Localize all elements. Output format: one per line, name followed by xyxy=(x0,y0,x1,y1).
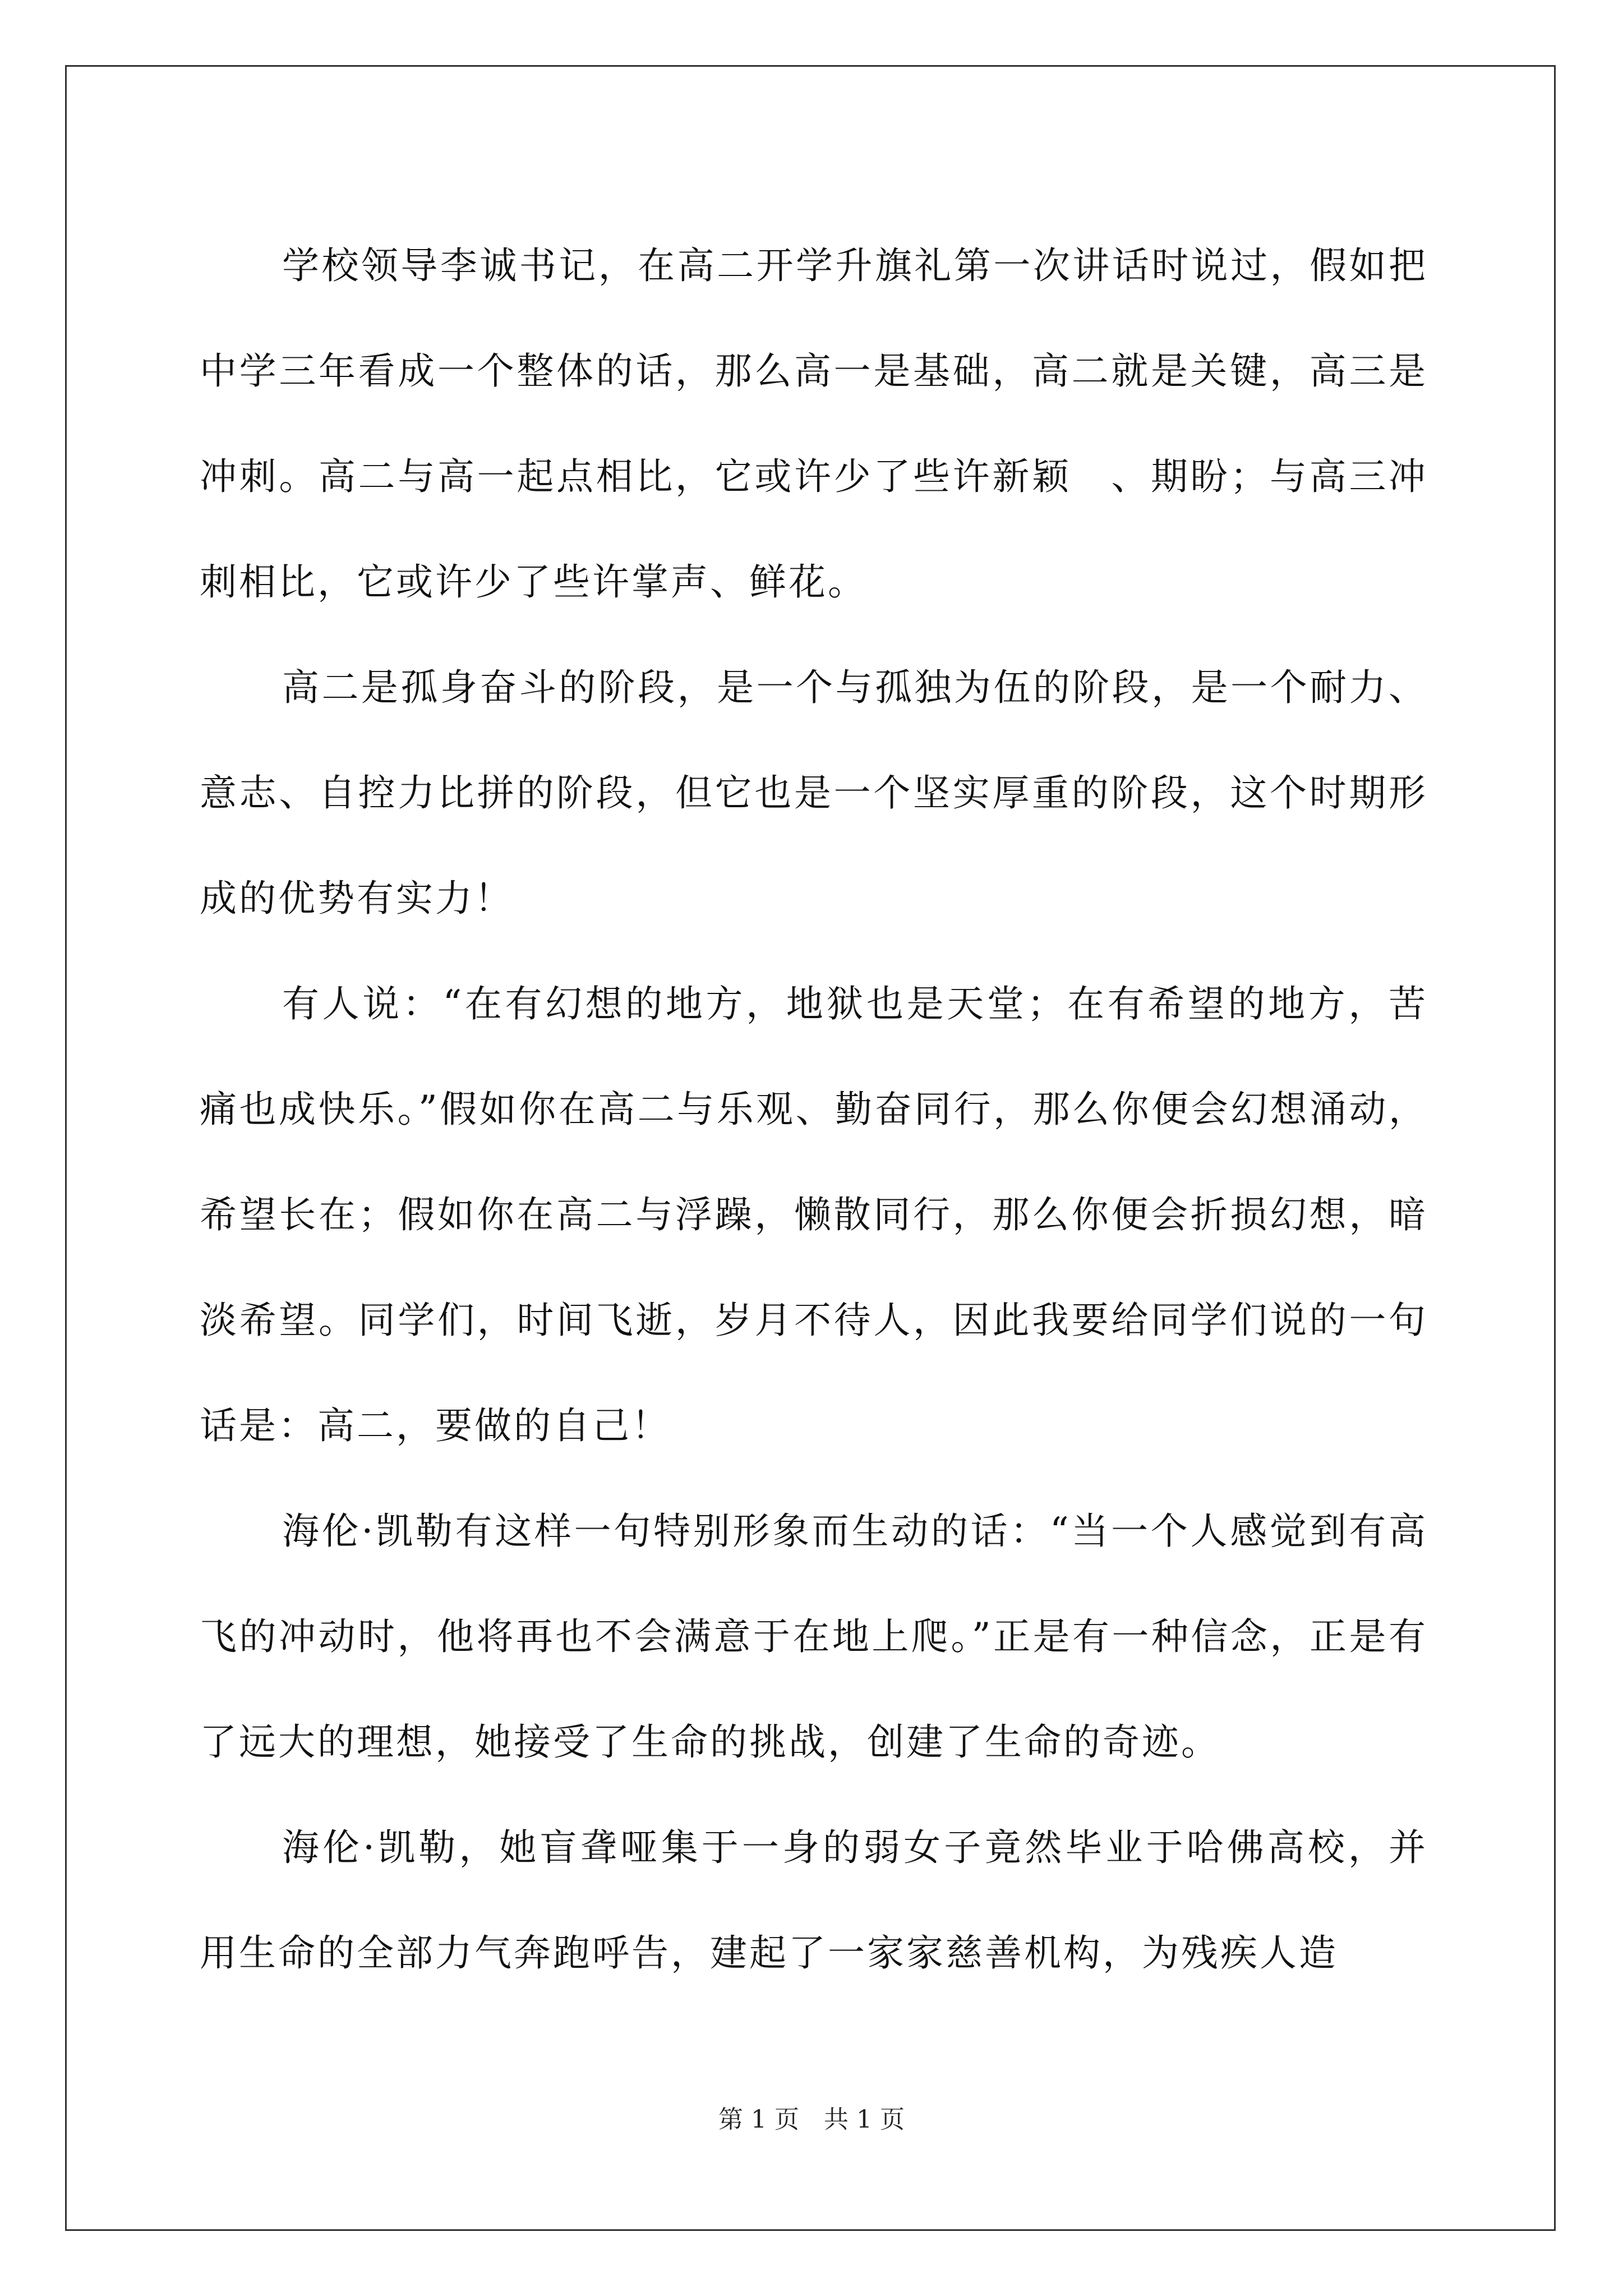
paragraph-5: 海伦·凯勒，她盲聋哑集于一身的弱女子竟然毕业于哈佛高校，并用生命的全部力气奔跑呼告，建起了一家家慈善机构，为残疾人造 xyxy=(200,1826,1428,1975)
document-body xyxy=(200,213,1428,2006)
paragraph-2: 高二是孤身奋斗的阶段，是一个与孤独为伍的阶段，是一个耐力、意志、自控力比拼的阶段，但它也是一个坚实厚重的阶段，这个时期形成的优势有实力！ xyxy=(200,666,1428,920)
paragraph-1: 学校领导李诚书记，在高二开学升旗礼第一次讲话时说过，假如把中学三年看成一个整体的话，那么高一是基础，高二就是关键，高三是冲刺。高二与高一起点相比，它或许少了些许新颖 、期盼；与高三冲刺相比，它或许少了些许掌声、鲜花。 xyxy=(200,244,1428,604)
page-footer: 第 1 页 共 1 页 xyxy=(718,2105,905,2134)
paragraph-3: 有人说：“在有幻想的地方，地狱也是天堂；在有希望的地方，苦痛也成快乐。”假如你在高二与乐观、勤奋同行，那么你便会幻想涌动，希望长在；假如你在高二与浮躁，懒散同行，那么你便会折损幻想，暗淡希望。同学们，时间飞逝，岁月不待人，因此我要给同学们说的一句话是：高二，要做的自己！ xyxy=(200,982,1428,1447)
paragraph-4: 海伦·凯勒有这样一句特别形象而生动的话：“当一个人感觉到有高飞的冲动时，他将再也不会满意于在地上爬。”正是有一种信念，正是有了远大的理想，她接受了生命的挑战，创建了生命的奇迹。 xyxy=(200,1510,1428,1764)
